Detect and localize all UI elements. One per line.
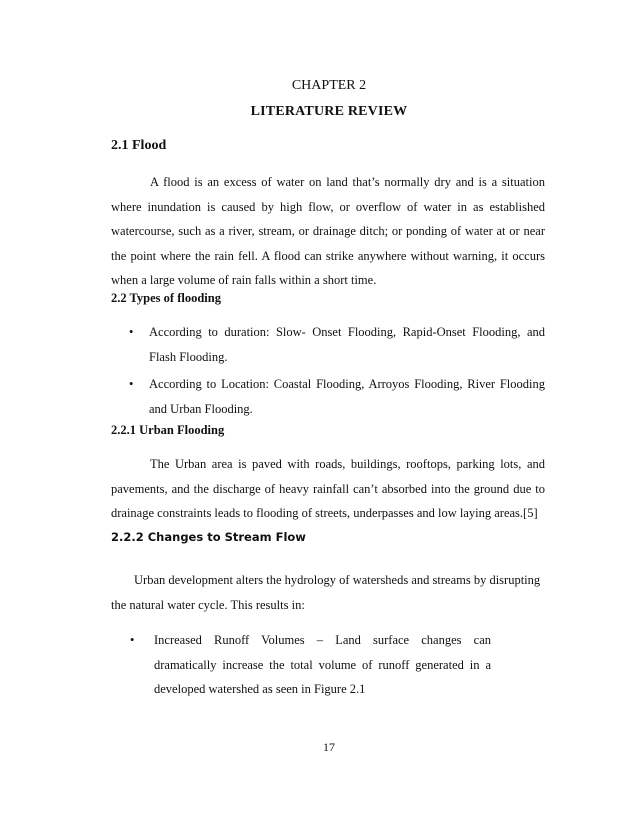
bullet-icon: •	[130, 633, 135, 647]
stream-flow-effects-list	[111, 628, 491, 702]
page-number: 17	[323, 740, 335, 754]
section-heading-urban-flooding: 2.2.1 Urban Flooding	[111, 423, 225, 437]
chapter-title: LITERATURE REVIEW	[250, 104, 408, 119]
bullet-icon: •	[129, 377, 134, 391]
section-body-urban-flooding	[111, 452, 545, 526]
list-item-text: According to Location: Coastal Flooding, Arroyos Flooding, River Flooding and Urban Flooding.	[149, 377, 545, 416]
section-body-flood	[111, 170, 545, 293]
stream-flow-paragraph: Urban development alters the hydrology of watersheds and streams by disrupting the natural water cycle. This results in:	[111, 573, 541, 612]
chapter-label: CHAPTER 2	[291, 78, 367, 93]
section-heading-flood: 2.1 Flood	[111, 138, 167, 153]
list-item	[111, 628, 491, 702]
list-item-text: According to duration: Slow- Onset Flooding, Rapid-Onset Flooding, and Flash Flooding.	[149, 325, 545, 364]
types-of-flooding-list	[111, 320, 545, 424]
urban-flooding-paragraph: The Urban area is paved with roads, buildings, rooftops, parking lots, and pavements, and the discharge of heavy rainfall can’t absorbed into the ground due to drainage constraints leads to flooding of streets, underpasses and low laying areas.[5]	[111, 457, 545, 520]
section-heading-changes-to-stream-flow: 2.2.2 Changes to Stream Flow	[111, 530, 306, 544]
flood-paragraph: A flood is an excess of water on land that’s normally dry and is a situation where inundation is caused by high flow, or overflow of water in as established watercourse, such as a river, stream, or drainage ditch; or ponding of water at or near the point where the rain fell. A flood can strike anywhere without warning, it occurs when a large volume of rain falls within a short time.	[111, 175, 545, 287]
section-body-stream-flow	[111, 568, 545, 617]
bullet-icon: •	[129, 325, 134, 339]
list-item	[111, 320, 545, 369]
list-item	[111, 372, 545, 421]
list-item-text: Increased Runoff Volumes – Land surface changes can dramatically increase the total volume of runoff generated in a developed watershed as seen in Figure 2.1	[154, 633, 491, 696]
section-heading-types-of-flooding: 2.2 Types of flooding	[111, 291, 221, 305]
